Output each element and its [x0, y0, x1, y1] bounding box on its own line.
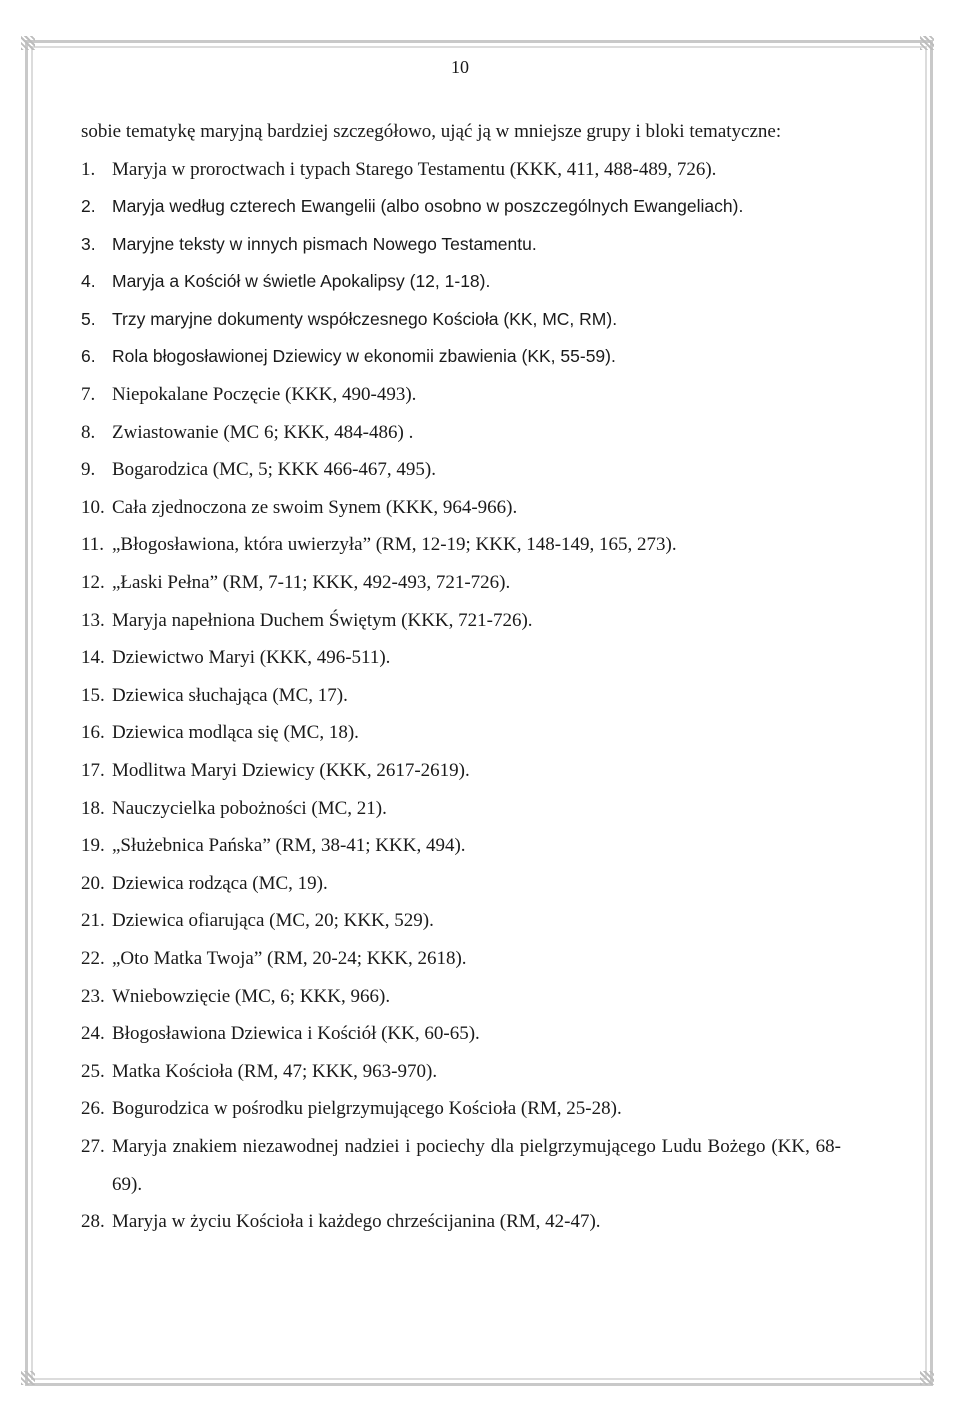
list-item	[81, 188, 841, 226]
list-item-text: Maryja a Kościół w świetle Apokalipsy (12, 1-18).	[112, 271, 491, 292]
list-item-number: 28.	[81, 1211, 105, 1233]
list-item-number: 9.	[81, 459, 96, 481]
list-item-text: Cała zjednoczona ze swoim Synem (KKK, 964-966).	[112, 496, 518, 518]
list-item-number: 18.	[81, 797, 105, 819]
list-item-number: 24.	[81, 1023, 105, 1045]
list-item-text: Maryja w życiu Kościoła i każdego chrześcijanina (RM, 42-47).	[112, 1211, 601, 1233]
list-item-text: Bogurodzica w pośrodku pielgrzymującego Kościoła (RM, 25-28).	[112, 1098, 622, 1120]
list-item	[81, 978, 841, 1016]
list-item	[81, 1203, 841, 1241]
list-item-text: Dziewictwo Maryi (KKK, 496-511).	[112, 647, 391, 669]
frame-corner-ornament	[920, 1371, 934, 1385]
list-item	[81, 1053, 841, 1091]
list-item	[81, 1128, 841, 1203]
list-item-number: 14.	[81, 647, 105, 669]
list-item-text: Modlitwa Maryi Dziewicy (KKK, 2617-2619).	[112, 760, 470, 781]
list-item-text: Maryjne teksty w innych pismach Nowego Testamentu.	[112, 233, 537, 254]
list-item-number: 22.	[81, 947, 105, 969]
list-item	[81, 489, 841, 527]
list-item-text: Dziewica słuchająca (MC, 17).	[112, 684, 348, 706]
list-item	[81, 865, 841, 903]
list-item-number: 26.	[81, 1098, 105, 1120]
topic-list	[81, 151, 841, 1241]
list-item-number: 7.	[81, 384, 96, 406]
list-item-text: Maryja napełniona Duchem Świętym (KKK, 721-726).	[112, 609, 533, 631]
list-item	[81, 526, 841, 564]
list-item-number: 19.	[81, 835, 105, 857]
list-item	[81, 376, 841, 414]
list-item-text: „Oto Matka Twoja” (RM, 20-24; KKK, 2618).	[112, 947, 467, 969]
list-item-number: 6.	[81, 346, 96, 367]
list-item-text: Matka Kościoła (RM, 47; KKK, 963-970).	[112, 1060, 438, 1082]
list-item-text: „Łaski Pełna” (RM, 7-11; KKK, 492-493, 721-726).	[112, 572, 511, 594]
intro-paragraph: sobie tematykę maryjną bardziej szczegółowo, ująć ją w mniejsze grupy i bloki tematyczne:	[81, 121, 782, 142]
list-item-text: Trzy maryjne dokumenty współczesnego Kościoła (KK, MC, RM).	[112, 308, 618, 329]
list-item-number: 15.	[81, 684, 105, 706]
list-item	[81, 226, 841, 264]
list-item	[81, 752, 841, 790]
list-item-number: 27.	[81, 1135, 105, 1157]
list-item-text: Niepokalane Poczęcie (KKK, 490-493).	[112, 384, 417, 406]
list-item	[81, 451, 841, 489]
list-item-number: 3.	[81, 233, 96, 254]
list-item-text: Rola błogosławionej Dziewicy w ekonomii zbawienia (KK, 55-59).	[112, 346, 616, 367]
list-item-text: Maryja znakiem niezawodnej nadziei i pociechy dla pielgrzymującego Ludu Bożego (KK, 68-69).	[112, 1135, 841, 1195]
list-item-text: Nauczycielka pobożności (MC, 21).	[112, 797, 387, 819]
list-item-number: 17.	[81, 760, 105, 781]
list-item-number: 5.	[81, 308, 96, 329]
list-item-text: „Błogosławiona, która uwierzyła” (RM, 12-19; KKK, 148-149, 165, 273).	[112, 534, 677, 556]
list-item-number: 23.	[81, 985, 105, 1007]
list-item-number: 21.	[81, 910, 105, 932]
list-item-text: Dziewica modląca się (MC, 18).	[112, 722, 359, 744]
list-item-number: 16.	[81, 722, 105, 744]
list-item	[81, 1090, 841, 1128]
list-item	[81, 602, 841, 640]
list-item-text: Błogosławiona Dziewica i Kościół (KK, 60-65).	[112, 1023, 480, 1045]
list-item	[81, 263, 841, 301]
list-item	[81, 301, 841, 339]
list-item-text: Dziewica rodząca (MC, 19).	[112, 872, 328, 894]
list-item	[81, 639, 841, 677]
list-item-text: Dziewica ofiarująca (MC, 20; KKK, 529).	[112, 910, 434, 932]
list-item-number: 11.	[81, 534, 105, 556]
list-item-text: „Służebnica Pańska” (RM, 38-41; KKK, 494).	[112, 835, 466, 857]
list-item	[81, 1015, 841, 1053]
list-item	[81, 338, 841, 376]
list-item	[81, 827, 841, 865]
list-item-number: 10.	[81, 496, 105, 518]
list-item	[81, 151, 841, 189]
list-item-number: 20.	[81, 872, 105, 894]
frame-corner-ornament	[21, 36, 35, 50]
list-item	[81, 902, 841, 940]
list-item-text: Zwiastowanie (MC 6; KKK, 484-486) .	[112, 421, 414, 443]
list-item	[81, 940, 841, 978]
frame-corner-ornament	[920, 36, 934, 50]
list-item	[81, 414, 841, 452]
list-item-number: 25.	[81, 1060, 105, 1082]
list-item-text: Maryja w proroctwach i typach Starego Testamentu (KKK, 411, 488-489, 726).	[112, 158, 717, 180]
list-item-text: Bogarodzica (MC, 5; KKK 466-467, 495).	[112, 459, 437, 481]
list-item-number: 4.	[81, 271, 96, 292]
list-item	[81, 564, 841, 602]
list-item-number: 2.	[81, 196, 96, 217]
list-item-text: Wniebowzięcie (MC, 6; KKK, 966).	[112, 985, 391, 1007]
page-number: 10	[451, 57, 469, 77]
list-item	[81, 677, 841, 715]
list-item	[81, 714, 841, 752]
document-body	[81, 113, 841, 1241]
list-item-number: 12.	[81, 572, 105, 594]
list-item	[81, 790, 841, 828]
list-item-text: Maryja według czterech Ewangelii (albo osobno w poszczególnych Ewangeliach).	[112, 196, 744, 217]
list-item-number: 8.	[81, 421, 96, 443]
frame-corner-ornament	[21, 1371, 35, 1385]
list-item-number: 1.	[81, 158, 96, 180]
list-item-number: 13.	[81, 609, 105, 631]
